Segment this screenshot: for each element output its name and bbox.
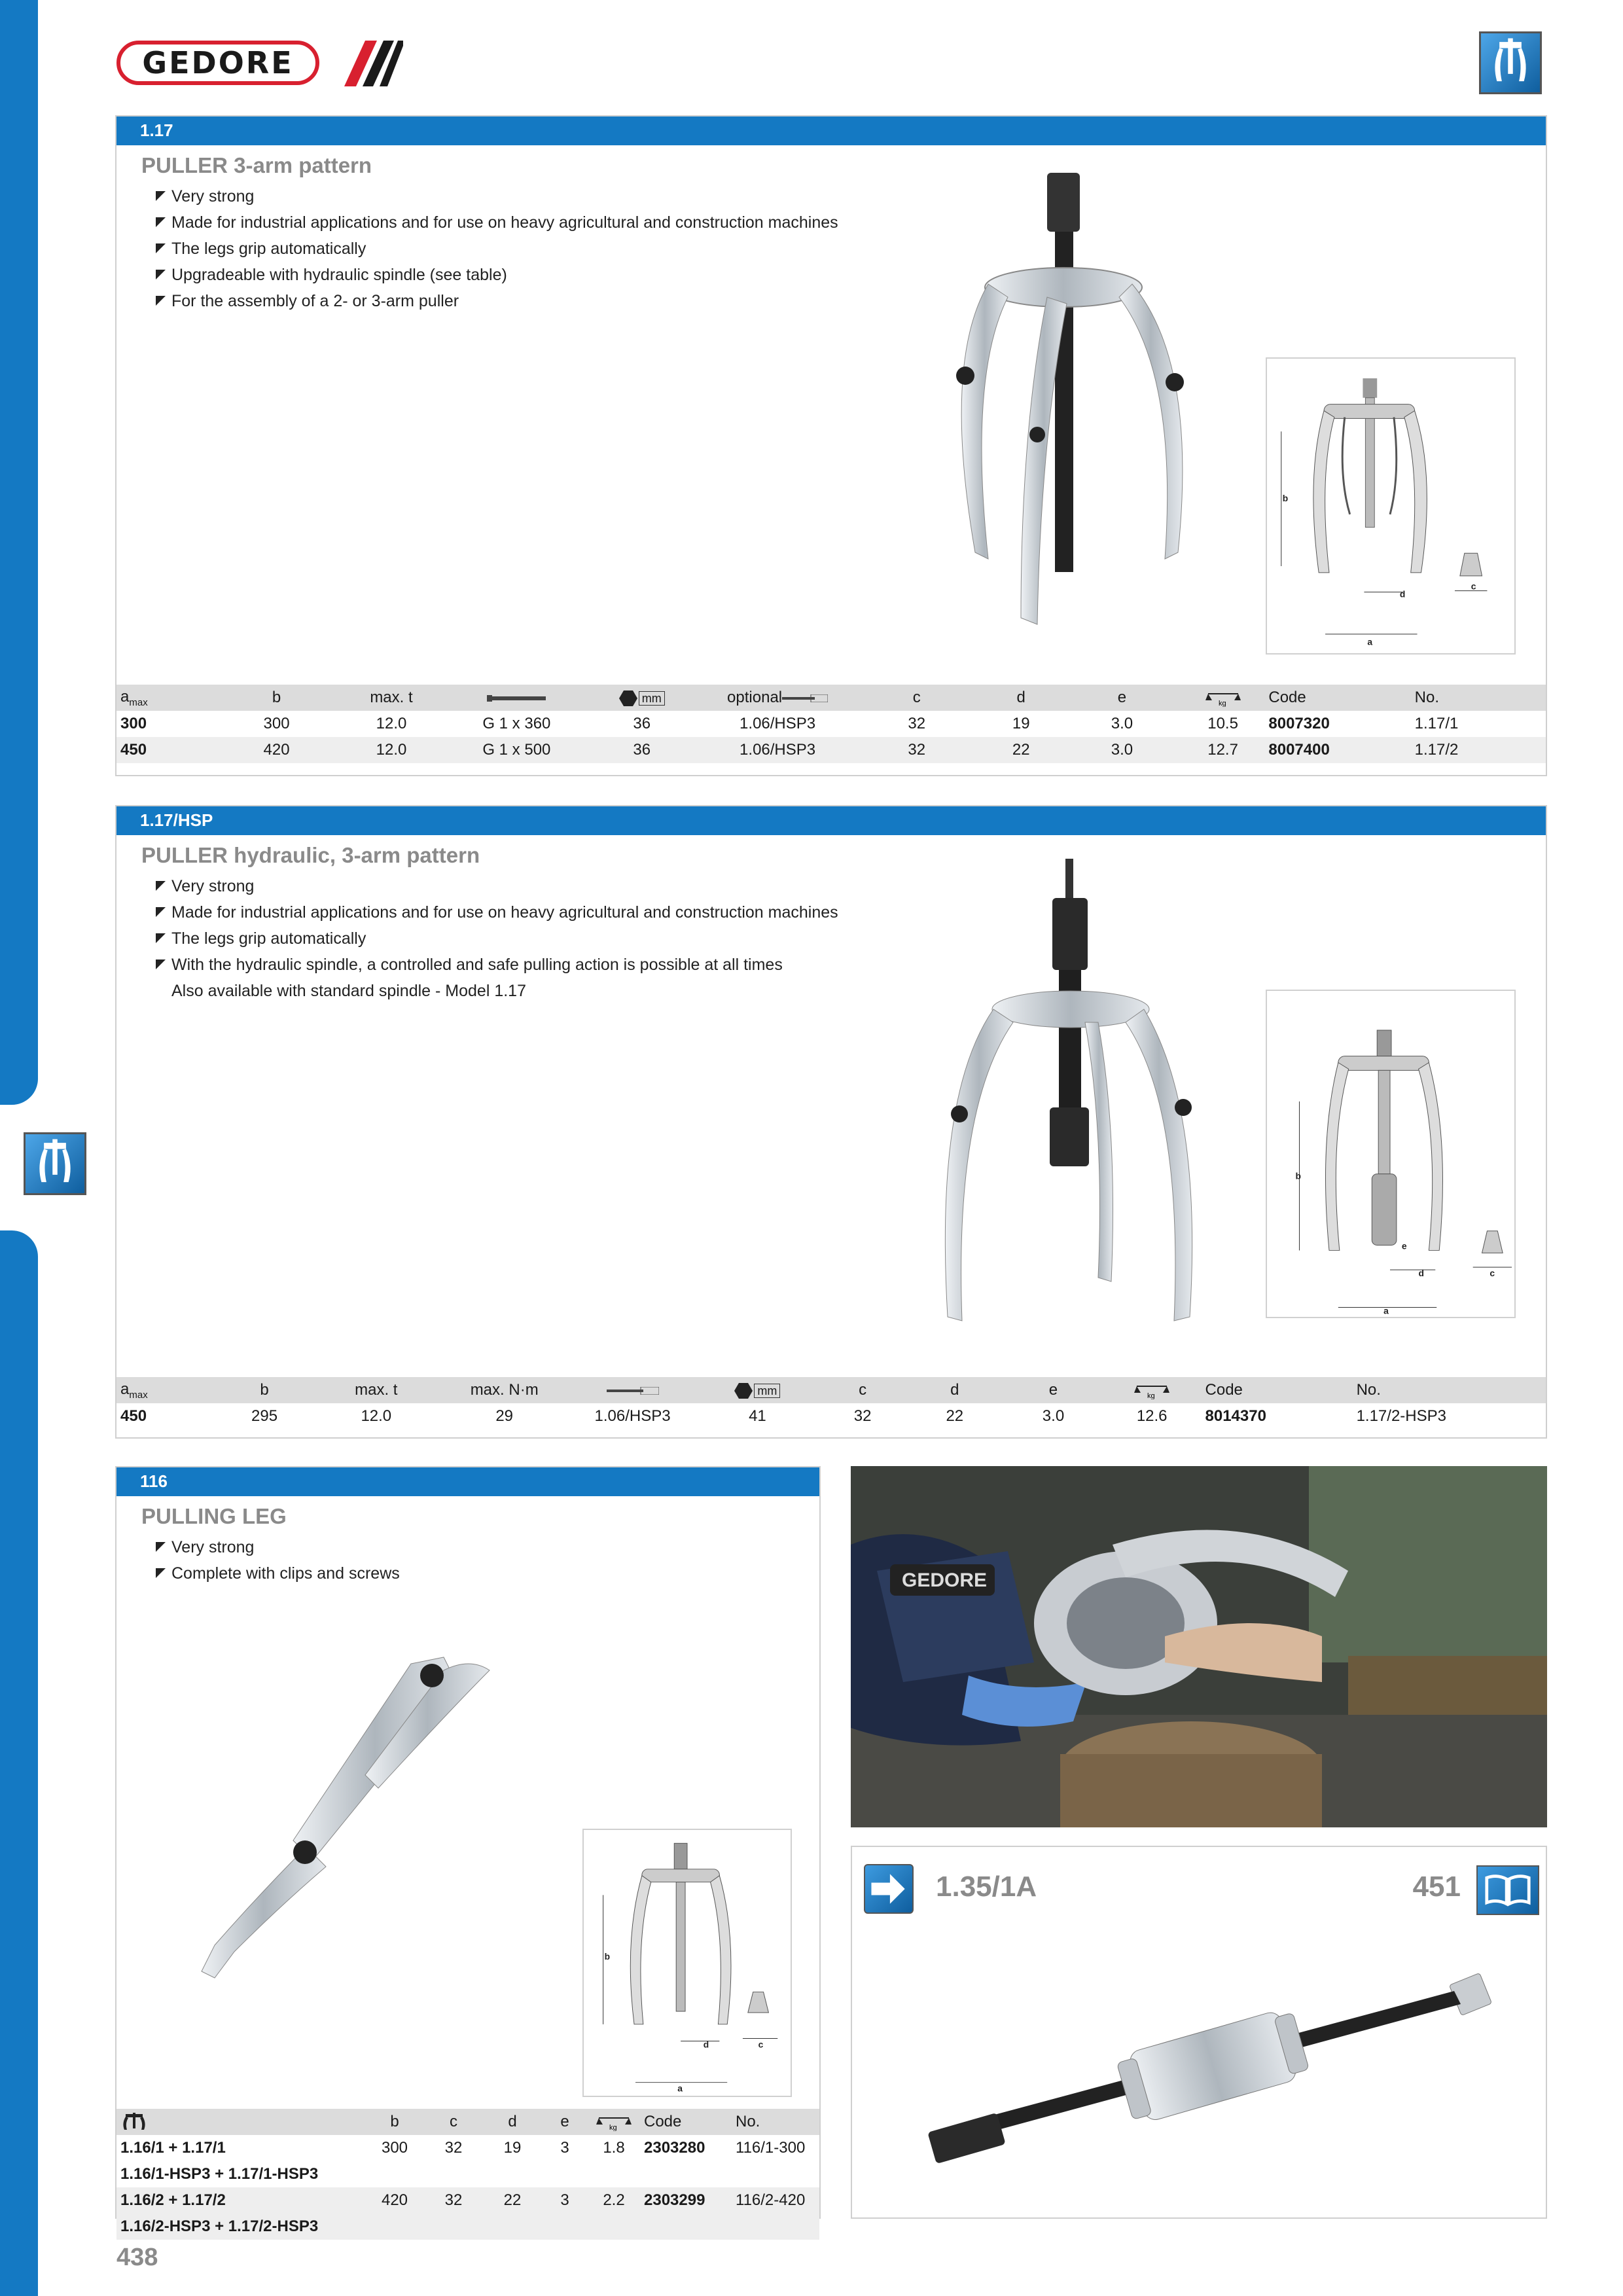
book-icon bbox=[1476, 1865, 1539, 1915]
side-tab-bottom bbox=[0, 1230, 38, 2296]
arrow-right-icon bbox=[864, 1864, 914, 1914]
dimension-diagram bbox=[1266, 357, 1516, 655]
puller-3-arm-image bbox=[916, 166, 1230, 651]
col-mm: mm bbox=[639, 691, 665, 706]
feature-item: Made for industrial applications and for use on heavy agricultural and construction machines bbox=[156, 209, 838, 236]
section-1-17-hsp bbox=[115, 805, 1547, 1439]
col-e: e bbox=[1117, 689, 1127, 706]
table-header-row bbox=[116, 685, 1546, 711]
col-hydraulic-spindle bbox=[570, 1377, 695, 1403]
section-116 bbox=[115, 1466, 821, 2235]
feature-item: Complete with clips and screws bbox=[156, 1560, 400, 1587]
hydraulic-spindle-icon bbox=[607, 1387, 659, 1395]
weight-scale-icon bbox=[1205, 690, 1241, 707]
col-optional: optional bbox=[701, 685, 854, 711]
table-row: 300 300 12.0 G 1 x 360 36 1.06/HSP3 32 19 3.0 10.5 8007320 1.17/1 bbox=[120, 715, 1459, 732]
spec-table bbox=[116, 1377, 1546, 1429]
table-row: 450 420 12.0 G 1 x 500 36 1.06/HSP3 32 22 3.0 12.7 8007400 1.17/2 bbox=[116, 737, 1546, 763]
section-number: 1.17 bbox=[140, 120, 173, 140]
section-1-17 bbox=[115, 115, 1547, 776]
dim-label-a: a bbox=[1367, 636, 1373, 647]
col-max-nm: max. N·m bbox=[470, 1381, 539, 1399]
col-mm: mm bbox=[754, 1384, 780, 1398]
page-number: 438 bbox=[116, 2244, 158, 2271]
col-weight bbox=[1181, 685, 1265, 711]
col-d: d bbox=[508, 2113, 517, 2130]
dim-label-c: c bbox=[1489, 1268, 1495, 1279]
col-a-sub: max bbox=[129, 696, 148, 708]
table-row: 1.16/1 + 1.17/1 300 32 19 3 1.8 2303280 116/1-300 bbox=[116, 2135, 819, 2161]
dim-label-d: d bbox=[1418, 1268, 1425, 1279]
puller-category-icon bbox=[1479, 31, 1542, 94]
feature-item: With the hydraulic spindle, a controlled and safe pulling action is possible at all times bbox=[156, 952, 838, 978]
col-d: d bbox=[950, 1381, 959, 1399]
spec-table bbox=[116, 2109, 819, 2240]
puller-category-icon-side bbox=[24, 1132, 86, 1195]
col-hex bbox=[582, 685, 701, 711]
section-header-bar bbox=[116, 806, 1546, 835]
col-no: No. bbox=[736, 2113, 760, 2130]
product-title: PULLER 3-arm pattern bbox=[141, 153, 372, 177]
workshop-photo bbox=[851, 1466, 1547, 1827]
col-b: b bbox=[390, 2113, 399, 2130]
dim-label-c: c bbox=[758, 2039, 764, 2050]
col-a: a bbox=[120, 687, 130, 706]
puller-leg-icon bbox=[120, 2113, 148, 2131]
table-row: 1.16/2 + 1.17/2 420 32 22 3 2.2 2303299 116/2-420 bbox=[116, 2187, 819, 2214]
dim-label-b: b bbox=[1295, 1170, 1302, 1181]
col-code: Code bbox=[1205, 1381, 1243, 1399]
svg-text:kg: kg bbox=[1218, 699, 1226, 707]
pulling-leg-image bbox=[195, 1644, 562, 1984]
col-max-t: max. t bbox=[370, 689, 413, 706]
feature-item: Made for industrial applications and for use on heavy agricultural and construction machines bbox=[156, 899, 838, 925]
dim-label-b: b bbox=[1282, 493, 1289, 504]
dim-label-a: a bbox=[677, 2083, 683, 2094]
spindle-icon bbox=[487, 694, 546, 703]
brand-name: GEDORE bbox=[142, 45, 294, 81]
slide-hammer-image bbox=[918, 1965, 1507, 2174]
feature-item: The legs grip automatically bbox=[156, 925, 838, 952]
hex-nut-icon bbox=[619, 691, 637, 706]
col-no: No. bbox=[1356, 1381, 1381, 1399]
dim-label-c: c bbox=[1471, 581, 1476, 592]
col-weight bbox=[1103, 1377, 1202, 1403]
col-code: Code bbox=[1268, 689, 1306, 706]
col-c: c bbox=[450, 2113, 457, 2130]
logo-stripes-icon bbox=[325, 41, 403, 86]
reference-code: 1.35/1A bbox=[936, 1871, 1037, 1903]
feature-item: Upgradeable with hydraulic spindle (see table) bbox=[156, 262, 838, 288]
svg-text:kg: kg bbox=[609, 2123, 617, 2131]
feature-item: Very strong bbox=[156, 183, 838, 209]
weight-scale-icon bbox=[596, 2114, 632, 2131]
col-weight bbox=[588, 2109, 640, 2135]
dim-label-a: a bbox=[1383, 1305, 1389, 1316]
feature-list bbox=[156, 1534, 400, 1587]
dim-label-b: b bbox=[604, 1951, 611, 1962]
col-no: No. bbox=[1414, 689, 1440, 706]
feature-list bbox=[156, 873, 838, 1004]
photo-brand-label: GEDORE bbox=[902, 1570, 988, 1591]
col-spindle bbox=[450, 685, 582, 711]
weight-scale-icon bbox=[1134, 1382, 1169, 1399]
hydraulic-spindle-icon bbox=[782, 694, 828, 702]
col-b: b bbox=[272, 689, 281, 706]
col-c: c bbox=[912, 689, 921, 706]
feature-item: For the assembly of a 2- or 3-arm puller bbox=[156, 288, 838, 314]
product-title: PULLING LEG bbox=[141, 1504, 287, 1528]
col-c: c bbox=[859, 1381, 867, 1399]
hydraulic-puller-image bbox=[921, 859, 1249, 1330]
col-max-t: max. t bbox=[355, 1381, 398, 1399]
gedore-logo bbox=[116, 39, 404, 89]
table-row: 1.16/2-HSP3 + 1.17/2-HSP3 bbox=[116, 2214, 819, 2240]
col-hex bbox=[695, 1377, 820, 1403]
section-header-bar bbox=[116, 117, 1546, 145]
related-product-box[interactable] bbox=[851, 1846, 1547, 2219]
dim-label-e: e bbox=[1401, 1240, 1407, 1251]
section-number: 1.17/HSP bbox=[140, 810, 213, 830]
col-e: e bbox=[560, 2113, 569, 2130]
feature-item: Very strong bbox=[156, 873, 838, 899]
feature-list bbox=[156, 183, 838, 314]
col-d: d bbox=[1016, 689, 1026, 706]
svg-text:kg: kg bbox=[1147, 1391, 1155, 1399]
product-title: PULLER hydraulic, 3-arm pattern bbox=[141, 843, 480, 867]
feature-item: Very strong bbox=[156, 1534, 400, 1560]
section-header-bar bbox=[116, 1467, 819, 1496]
table-header-row bbox=[116, 1377, 1546, 1403]
col-a-sub: max bbox=[129, 1389, 148, 1401]
feature-continuation: Also available with standard spindle - Model 1.17 bbox=[171, 982, 526, 1000]
side-tab-top bbox=[0, 0, 38, 1105]
feature-item: The legs grip automatically bbox=[156, 236, 838, 262]
col-combination bbox=[116, 2109, 365, 2135]
table-row: 1.16/1-HSP3 + 1.17/1-HSP3 bbox=[116, 2161, 819, 2187]
section-number: 116 bbox=[140, 1471, 168, 1491]
reference-page: 451 bbox=[1412, 1871, 1461, 1903]
dim-label-d: d bbox=[703, 2039, 709, 2050]
col-a: a bbox=[120, 1380, 130, 1398]
dimension-diagram bbox=[582, 1829, 792, 2097]
table-header-row bbox=[116, 2109, 819, 2135]
col-e: e bbox=[1048, 1381, 1058, 1399]
hex-nut-icon bbox=[734, 1383, 753, 1399]
spec-table bbox=[116, 685, 1546, 763]
col-b: b bbox=[260, 1381, 269, 1399]
dim-label-d: d bbox=[1399, 588, 1406, 600]
col-code: Code bbox=[644, 2113, 682, 2130]
table-row: 450 295 12.0 29 1.06/HSP3 41 32 22 3.0 12.6 8014370 1.17/2-HSP3 bbox=[120, 1407, 1446, 1425]
dimension-diagram bbox=[1266, 990, 1516, 1318]
